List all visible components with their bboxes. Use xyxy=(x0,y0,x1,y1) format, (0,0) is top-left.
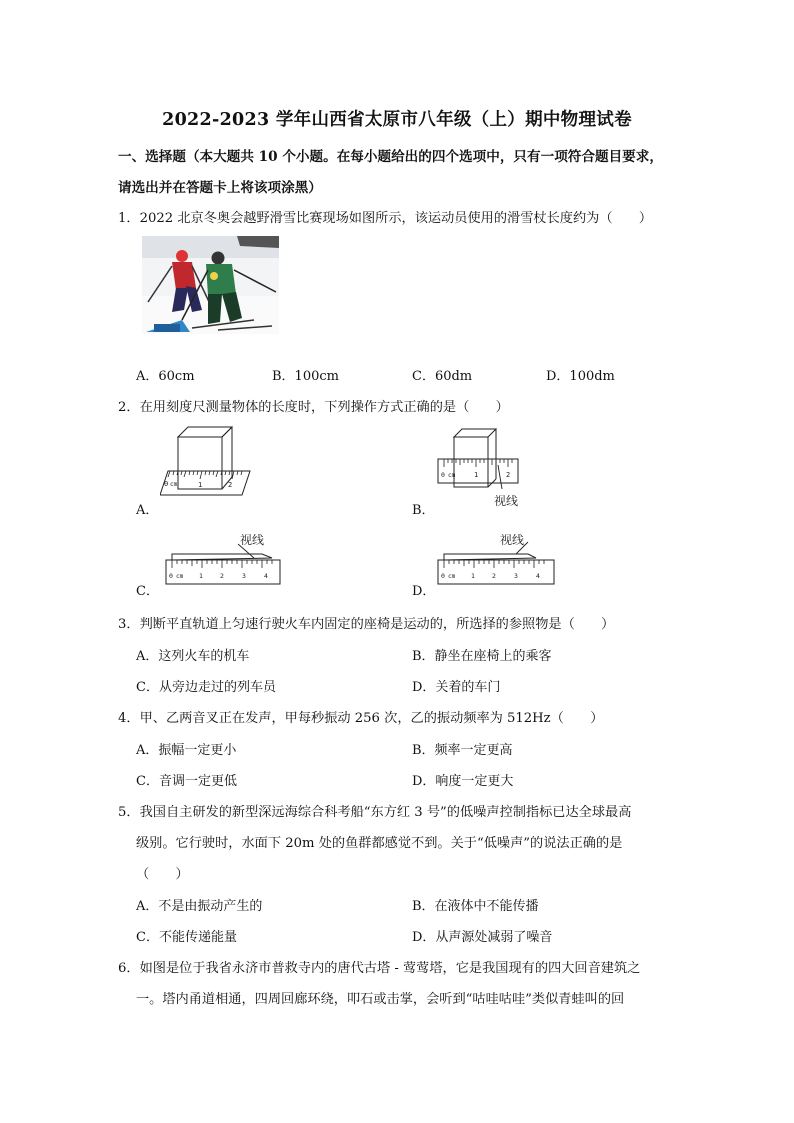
figure-d-ruler-diagram xyxy=(436,530,560,588)
question-4-stem: 4．甲、乙两音叉正在发声，甲每秒振动 256 次，乙的振动频率为 512Hz（ ） xyxy=(118,711,604,726)
q5-option-a: A．不是由振动产生的 xyxy=(136,899,263,914)
question-5-stem-line2: 级别。它行驶时，水面下 20m 处的鱼群都感觉不到。关于“低噪声”的说法正确的是 xyxy=(136,836,623,851)
question-5-stem-line1: 5．我国自主研发的新型深远海综合科考船“东方红 3 号”的低噪声控制指标已达全球最高 xyxy=(118,805,632,820)
question-3-stem: 3．判断平直轨道上匀速行驶火车内固定的座椅是运动的，所选择的参照物是（ ） xyxy=(118,617,615,632)
section-heading-line2: 请选出并在答题卡上将该项涂黑） xyxy=(118,180,322,196)
question-2-stem: 2．在用刻度尺测量物体的长度时，下列操作方式正确的是（ ） xyxy=(118,400,509,415)
question-6-stem-line2: 一。塔内甬道相通，四周回廊环绕，叩石或击掌，会听到“咕哇咕哇”类似青蛙叫的回 xyxy=(136,992,625,1007)
q5-option-b: B．在液体中不能传播 xyxy=(412,899,539,914)
page-title: 2022-2023 学年山西省太原市八年级（上）期中物理试卷 xyxy=(162,110,632,130)
fig-d-tick-0: 0 xyxy=(441,572,445,580)
q4-option-a: A．振幅一定更小 xyxy=(136,743,237,758)
fig-c-tick-4: 4 xyxy=(264,572,268,580)
fig-c-tick-3: 3 xyxy=(242,572,246,580)
q2-option-c: C． xyxy=(136,584,159,599)
figure-c-ruler-diagram xyxy=(164,530,286,588)
fig-d-tick-1: 1 xyxy=(471,572,475,580)
fig-b-sight-label: 视线 xyxy=(494,494,519,508)
fig-a-tick-0: 0 xyxy=(164,480,169,488)
fig-d-tick-4: 4 xyxy=(536,572,540,580)
q1-option-a: A．60cm xyxy=(136,369,195,384)
fig-c-tick-1: 1 xyxy=(199,572,203,580)
fig-d-tick-2: 2 xyxy=(492,572,496,580)
q3-option-a: A．这列火车的机车 xyxy=(136,649,250,664)
question-1-stem: 1．2022 北京冬奥会越野滑雪比赛现场如图所示，该运动员使用的滑雪杖长度约为（ ） xyxy=(118,211,653,226)
q4-option-b: B．频率一定更高 xyxy=(412,743,513,758)
fig-a-tick-1: 1 xyxy=(198,481,203,489)
section-heading-line1: 一、选择题（本大题共 10 个小题。在每小题给出的四个选项中，只有一项符合题目要求， xyxy=(118,149,663,165)
q3-option-b: B．静坐在座椅上的乘客 xyxy=(412,649,552,664)
fig-a-unit: cm xyxy=(170,481,178,488)
skiing-photo xyxy=(142,236,279,334)
q3-option-d: D．关着的车门 xyxy=(412,680,501,695)
q1-option-b: B．100cm xyxy=(272,369,339,384)
fig-b-unit: cm xyxy=(448,472,456,479)
fig-b-tick-2: 2 xyxy=(506,471,511,479)
fig-a-tick-2: 2 xyxy=(228,481,233,489)
fig-c-unit: cm xyxy=(176,573,184,580)
q2-option-b: B． xyxy=(412,503,435,518)
question-5-stem-line3: （ ） xyxy=(136,867,189,882)
fig-b-tick-0: 0 xyxy=(441,471,445,479)
fig-c-tick-0: 0 xyxy=(169,572,173,580)
figure-a-ruler-diagram xyxy=(160,425,252,505)
q4-option-d: D．响度一定更大 xyxy=(412,774,514,789)
fig-d-sight-label: 视线 xyxy=(500,533,525,547)
fig-d-tick-3: 3 xyxy=(514,572,518,580)
question-6-stem-line1: 6．如图是位于我省永济市普救寺内的唐代古塔 - 莺莺塔，它是我国现有的四大回音建筑之 xyxy=(118,961,641,976)
q5-option-d: D．从声源处减弱了噪音 xyxy=(412,930,553,945)
q3-option-c: C．从旁边走过的列车员 xyxy=(136,680,276,695)
fig-c-sight-label: 视线 xyxy=(240,533,265,547)
q1-option-c: C．60dm xyxy=(412,369,473,384)
q2-option-a: A． xyxy=(136,503,159,518)
q4-option-c: C．音调一定更低 xyxy=(136,774,237,789)
fig-b-tick-1: 1 xyxy=(474,471,479,479)
figure-b-ruler-diagram xyxy=(436,425,536,511)
q5-option-c: C．不能传递能量 xyxy=(136,930,237,945)
q1-option-d: D．100dm xyxy=(546,369,615,384)
fig-d-unit: cm xyxy=(448,573,456,580)
fig-c-tick-2: 2 xyxy=(220,572,224,580)
q2-option-d: D． xyxy=(412,584,436,599)
